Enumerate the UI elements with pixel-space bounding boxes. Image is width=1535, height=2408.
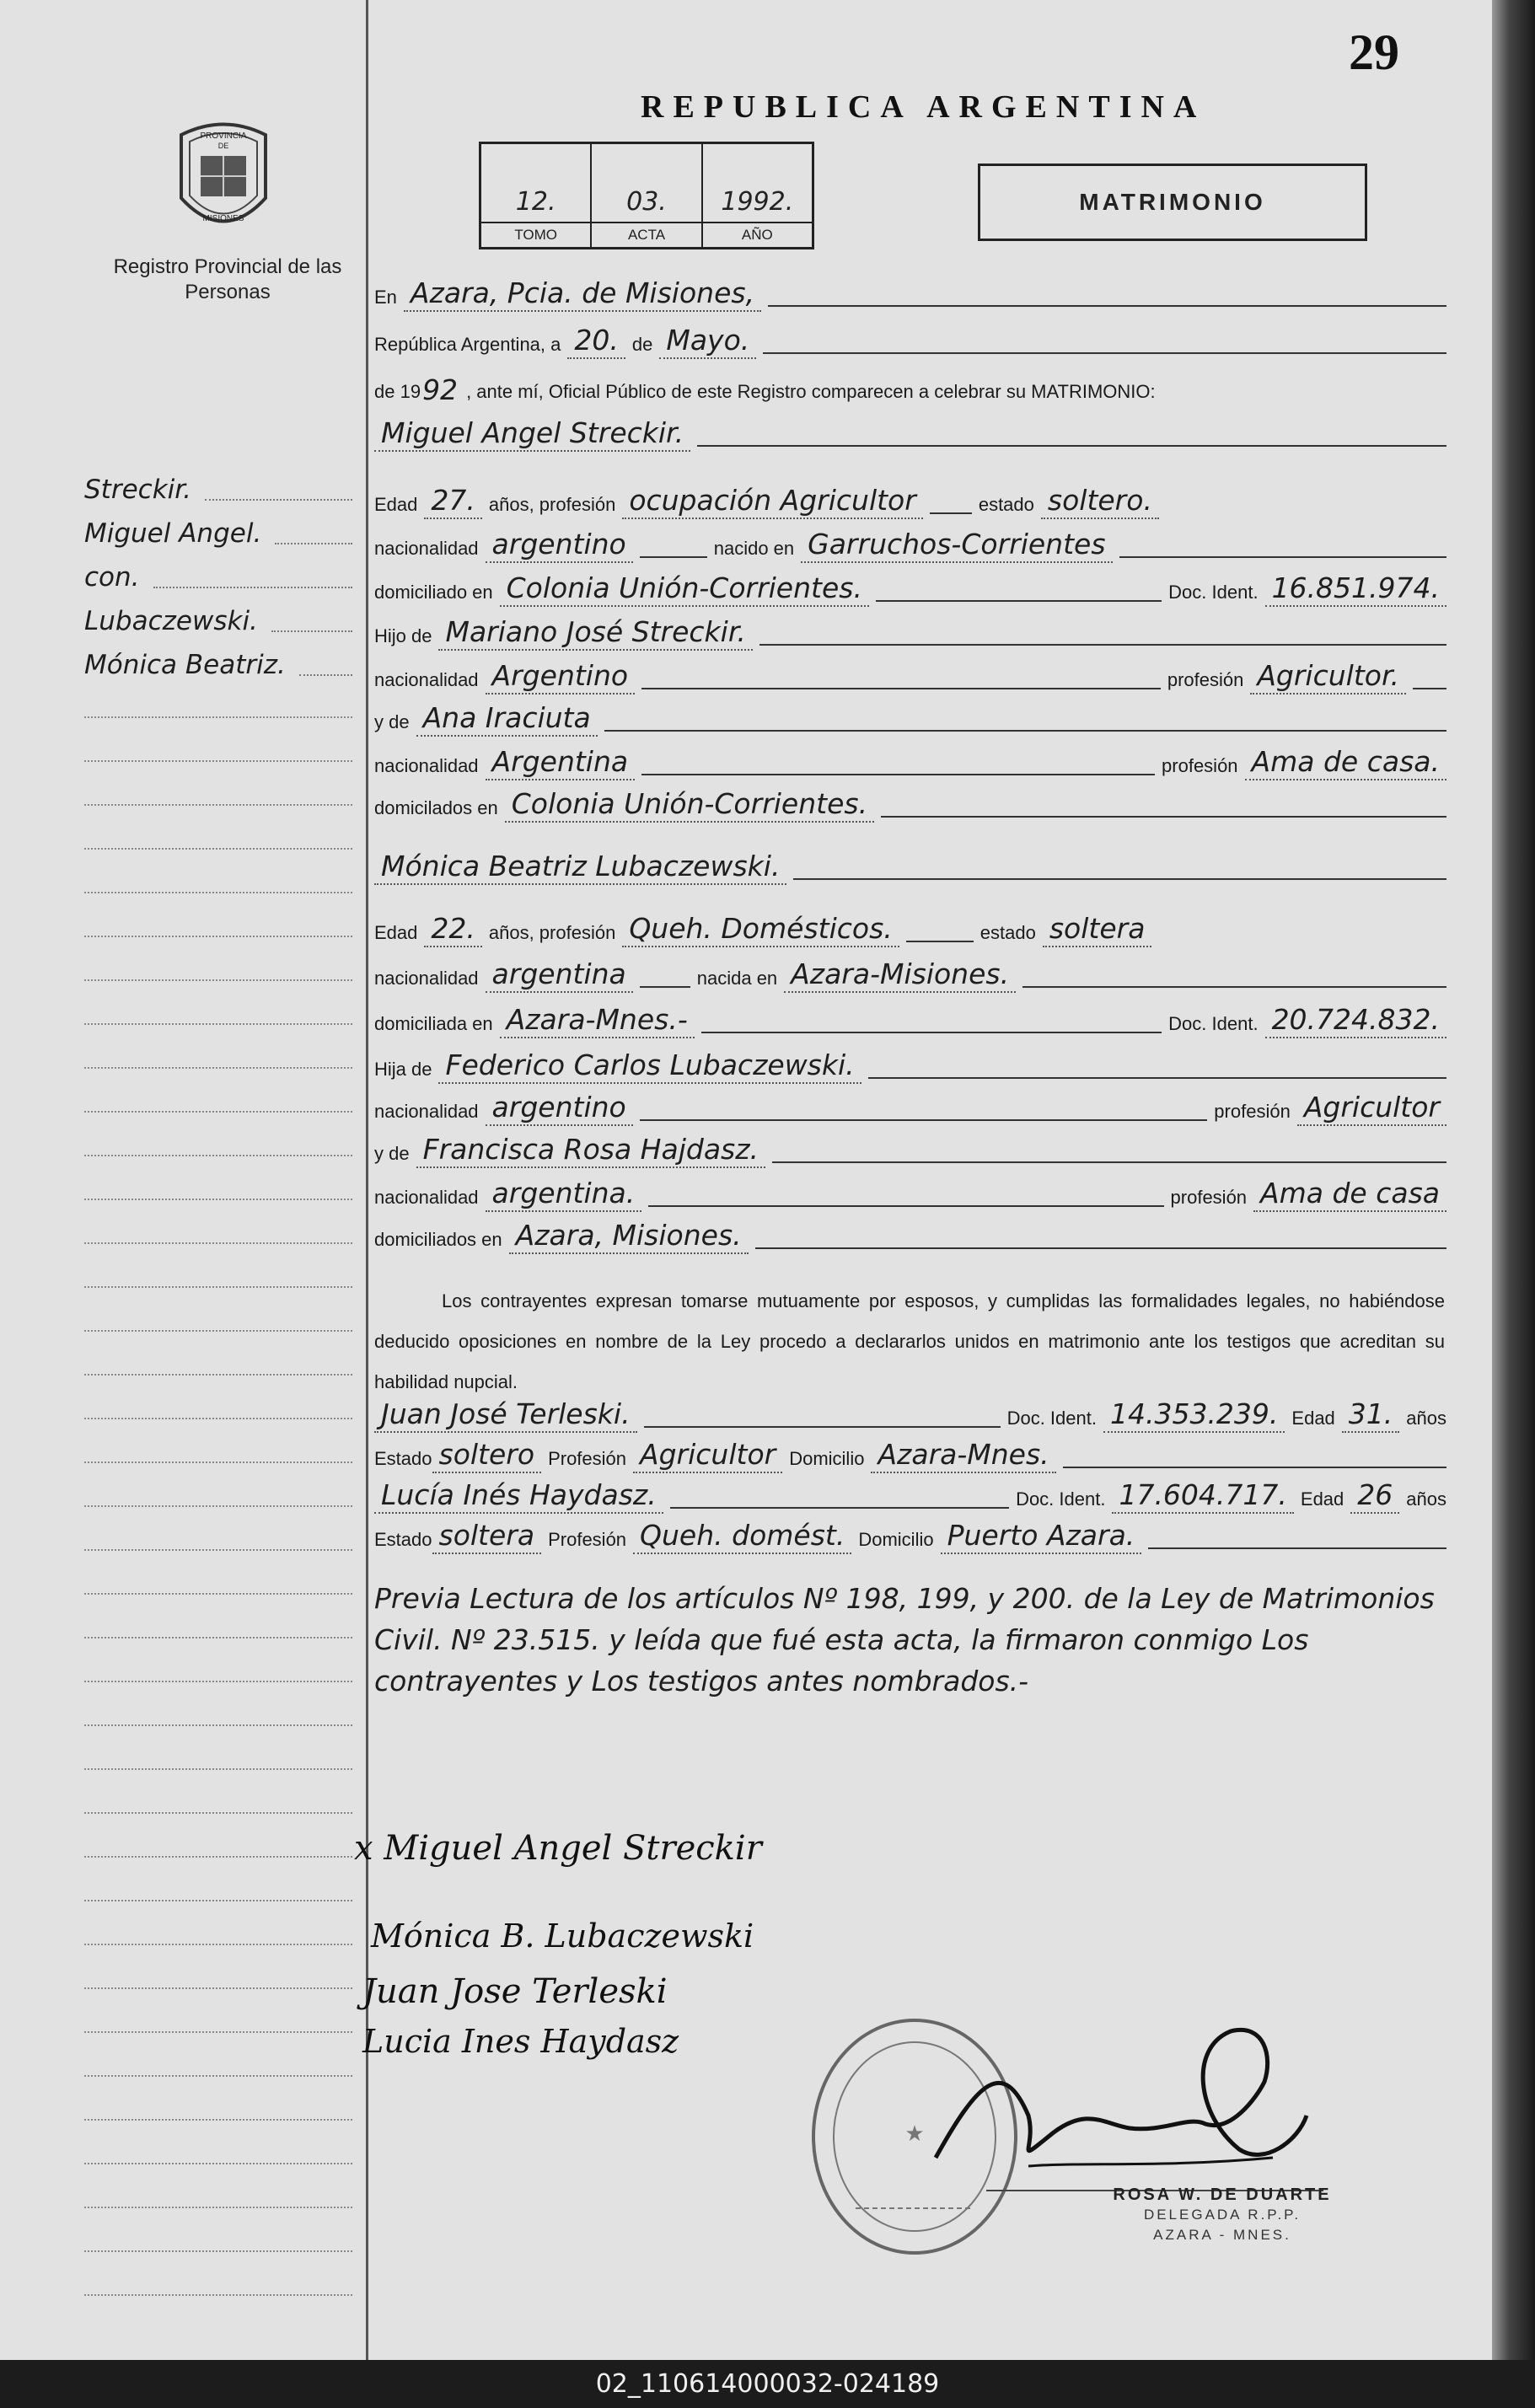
fill-line — [868, 1077, 1446, 1079]
fill-line — [876, 600, 1162, 602]
bride-mother: Francisca Rosa Hajdasz. — [416, 1133, 765, 1168]
margin-empty-line — [84, 804, 352, 806]
witness2-name: Lucía Inés Haydasz. — [374, 1478, 663, 1514]
intro-line — [374, 373, 1453, 406]
groom-father-line — [374, 615, 1453, 651]
page-number: 29 — [1349, 24, 1399, 80]
witness2-edad: 26 — [1350, 1478, 1399, 1514]
official-title: DELEGADA R.P.P. — [1143, 2207, 1302, 2223]
margin-empty-line — [84, 1900, 352, 1901]
groom-domicilio: Colonia Unión-Corrientes. — [500, 571, 869, 607]
margin-empty-line — [84, 1812, 352, 1814]
groom-name: Miguel Angel Streckir. — [374, 416, 690, 452]
witness2-domicilio: Puerto Azara. — [941, 1519, 1142, 1554]
groom-mother-details-line — [374, 745, 1453, 780]
bride-signature: Mónica B. Lubaczewski — [371, 1917, 754, 1955]
fill-line — [906, 941, 974, 942]
bride-madre-label: y de — [374, 1143, 410, 1164]
declaration-paragraph: Los contrayentes expresan tomarse mutuamente por esposos, y cumplidas las formalidades legales, no habiéndose deducido oposiciones en nombre de la Ley procedo a declararlos unidos en matrimonio ante los testigos que acreditan su habilidad nupcial. — [374, 1290, 1445, 1392]
country-prefix: República Argentina, a — [374, 334, 561, 355]
bride-father-nac-label: nacionalidad — [374, 1101, 479, 1122]
bride-name-line — [374, 850, 1453, 885]
month-prefix: de — [631, 334, 653, 355]
groom-nacionalidad: argentino — [486, 528, 633, 563]
bride-parents-dom-label: domiciliados en — [374, 1229, 502, 1250]
official-place: AZARA - MNES. — [1153, 2227, 1291, 2243]
tomo-acta-ano-box — [479, 142, 814, 249]
fill-line — [1413, 688, 1446, 689]
fill-line — [1119, 556, 1446, 558]
witness1-estado-label: Estado — [374, 1448, 432, 1469]
groom-madre-label: y de — [374, 711, 410, 732]
fill-line — [640, 1119, 1208, 1121]
bride-mother-details-line — [374, 1177, 1453, 1212]
fill-line — [772, 1161, 1446, 1163]
groom-father-nac-label: nacionalidad — [374, 669, 479, 690]
witness2-doc-label: Doc. Ident. — [1016, 1488, 1106, 1510]
margin-empty-line — [84, 1374, 352, 1376]
margin-note: Miguel Angel. — [84, 518, 262, 549]
groom-nacido-label: nacido en — [713, 538, 795, 559]
fill-line — [793, 878, 1446, 880]
fill-line — [881, 816, 1446, 818]
margin-empty-line — [84, 936, 352, 937]
groom-doc-label: Doc. Ident. — [1168, 582, 1259, 603]
witness1-signature: Juan Jose Terleski — [362, 1972, 668, 2011]
closing-note: Previa Lectura de los artículos Nº 198, 199, y 200. de la Ley de Matrimonios Civil. Nº 23.515. y leída que fué esta acta, la firmaron conmigo Los contrayentes y Los testigos antes nombrados.- — [374, 1582, 1435, 1697]
witness2-profesion-label: Profesión — [548, 1529, 627, 1550]
fill-line — [604, 730, 1446, 732]
bride-nacida-label: nacida en — [696, 968, 778, 989]
fill-line — [755, 1247, 1446, 1249]
margin-empty-line — [84, 1418, 352, 1419]
month-value: Mayo. — [659, 324, 756, 359]
groom-hijo-label: Hijo de — [374, 625, 432, 646]
margin-empty-line — [84, 848, 352, 850]
margin-note: con. — [84, 562, 140, 593]
groom-estado: soltero. — [1041, 484, 1159, 519]
bride-edad: 22. — [424, 912, 481, 947]
fill-line — [1148, 1547, 1446, 1549]
groom-edad-label: Edad — [374, 494, 418, 515]
margin-empty-line — [84, 1987, 352, 1989]
margin-empty-line — [84, 2031, 352, 2033]
bride-mother-line — [374, 1133, 1453, 1168]
fill-line — [1063, 1467, 1446, 1468]
groom-father-nac: Argentino — [486, 659, 636, 695]
bride-age-line — [374, 912, 1453, 947]
witness2-edad-label: Edad — [1300, 1488, 1344, 1510]
bride-father-prof-label: profesión — [1214, 1101, 1291, 1122]
province-seal-icon — [169, 118, 278, 240]
page-binding-edge — [1492, 0, 1535, 2408]
margin-dots — [153, 587, 352, 588]
groom-mother: Ana Iraciuta — [416, 701, 598, 737]
witness2-profesion: Queh. domést. — [633, 1519, 851, 1554]
bride-hija-label: Hija de — [374, 1059, 432, 1080]
groom-estado-label: estado — [978, 494, 1034, 515]
margin-empty-line — [84, 1681, 352, 1682]
bride-edad-label: Edad — [374, 922, 418, 943]
fill-line — [641, 774, 1155, 775]
fill-line — [641, 688, 1161, 689]
intro-text: , ante mí, Oficial Público de este Registro comparecen a celebrar su MATRIMONIO: — [466, 381, 1156, 402]
groom-profesion: ocupación Agricultor — [622, 484, 923, 519]
fill-line — [768, 305, 1446, 307]
margin-empty-line — [84, 892, 352, 893]
margin-dots — [299, 674, 352, 676]
witness1-doc: 14.353.239. — [1103, 1397, 1285, 1433]
witness2-doc: 17.604.717. — [1112, 1478, 1293, 1514]
groom-nationality-line — [374, 528, 1453, 563]
margin-empty-line — [84, 1724, 352, 1726]
fill-line — [763, 352, 1446, 354]
witness1-line — [374, 1397, 1453, 1433]
bride-parents-domicile-line — [374, 1219, 1453, 1254]
margin-empty-line — [84, 1944, 352, 1945]
bride-father-details-line — [374, 1091, 1453, 1126]
groom-age-line — [374, 484, 1453, 519]
fill-line — [1022, 986, 1446, 988]
bride-domicilio: Azara-Mnes.- — [500, 1003, 695, 1038]
place-line — [374, 276, 1453, 312]
bride-mother-prof: Ama de casa — [1253, 1177, 1446, 1212]
groom-father: Mariano José Streckir. — [438, 615, 752, 651]
groom-edad: 27. — [424, 484, 481, 519]
tomo-cell — [481, 144, 592, 247]
bride-name: Mónica Beatriz Lubaczewski. — [374, 850, 786, 885]
fill-line — [670, 1507, 1009, 1509]
margin-empty-line — [84, 716, 352, 718]
groom-doc: 16.851.974. — [1265, 571, 1446, 607]
bride-estado-label: estado — [980, 922, 1036, 943]
year-value: 92 — [422, 373, 459, 406]
margin-empty-line — [84, 979, 352, 981]
groom-domicile-line — [374, 571, 1453, 607]
margin-empty-line — [84, 1549, 352, 1551]
groom-mother-nac-label: nacionalidad — [374, 755, 479, 776]
place-value: Azara, Pcia. de Misiones, — [404, 276, 761, 312]
ano-label: AÑO — [703, 222, 812, 247]
bride-domicilio-label: domiciliada en — [374, 1013, 493, 1034]
bride-domicile-line — [374, 1003, 1453, 1038]
margin-empty-line — [84, 1155, 352, 1156]
witness1-edad-label: Edad — [1291, 1408, 1335, 1429]
seal-text-middle: DE — [217, 142, 229, 150]
witness2-anos-label: años — [1406, 1488, 1446, 1510]
bride-doc-label: Doc. Ident. — [1168, 1013, 1259, 1034]
bride-nacionalidad: argentina — [486, 957, 633, 993]
margin-empty-line — [84, 1199, 352, 1200]
groom-parents-dom-label: domicilados en — [374, 797, 498, 818]
official-name: ROSA W. DE DUARTE — [1113, 2185, 1332, 2204]
bride-profesion: Queh. Domésticos. — [622, 912, 899, 947]
groom-parents-domicile-line — [374, 787, 1453, 823]
filename-bar: 02_110614000032-024189 — [0, 2360, 1535, 2408]
witness2-details-line — [374, 1519, 1453, 1554]
margin-note: Streckir. — [84, 475, 192, 505]
seal-text-top: PROVINCIA — [200, 131, 247, 141]
place-prefix: En — [374, 287, 397, 308]
groom-father-prof-label: profesión — [1167, 669, 1244, 690]
registry-name: Registro Provincial de las Personas — [113, 255, 342, 303]
official-stamp-text — [1079, 2185, 1366, 2245]
margin-note-row — [84, 647, 352, 681]
groom-domicilio-label: domiciliado en — [374, 582, 493, 603]
groom-nacido: Garruchos-Corrientes — [801, 528, 1112, 563]
groom-mother-line — [374, 701, 1453, 737]
margin-dots — [205, 499, 352, 501]
witness1-profesion-label: Profesión — [548, 1448, 627, 1469]
margin-empty-line — [84, 760, 352, 762]
groom-name-line — [374, 416, 1453, 452]
fill-line — [644, 1426, 1001, 1428]
bride-mother-nac-label: nacionalidad — [374, 1187, 479, 1208]
margin-note: Lubaczewski. — [84, 606, 258, 636]
country-title: REPUBLICA ARGENTINA — [641, 89, 1206, 125]
margin-note-row — [84, 560, 352, 593]
margin-empty-line — [84, 1023, 352, 1025]
ano-value: 1992. — [721, 187, 794, 217]
acta-label: ACTA — [592, 222, 700, 247]
margin-dots — [275, 543, 352, 544]
witness1-name: Juan José Terleski. — [374, 1397, 637, 1433]
margin-empty-line — [84, 2250, 352, 2252]
margin-empty-line — [84, 1067, 352, 1069]
margin-dots — [271, 630, 352, 632]
tomo-label: TOMO — [481, 222, 590, 247]
groom-mother-prof-label: profesión — [1162, 755, 1238, 776]
acta-value: 03. — [626, 187, 667, 217]
groom-parents-dom: Colonia Unión-Corrientes. — [505, 787, 874, 823]
margin-empty-line — [84, 1768, 352, 1770]
witness2-estado-label: Estado — [374, 1529, 432, 1550]
svg-text:★: ★ — [904, 2121, 925, 2147]
margin-empty-line — [84, 1330, 352, 1332]
seal-text-bottom: MISIONES — [202, 214, 244, 223]
bride-mother-prof-label: profesión — [1170, 1187, 1248, 1208]
bride-parents-dom: Azara, Misiones. — [509, 1219, 749, 1254]
witness2-signature: Lucia Ines Haydasz — [362, 2023, 679, 2060]
margin-note: Mónica Beatriz. — [84, 650, 286, 680]
margin-note-row — [84, 516, 352, 550]
witness1-domicilio-label: Domicilio — [789, 1448, 865, 1469]
groom-mother-prof: Ama de casa. — [1245, 745, 1446, 780]
bride-nationality-line — [374, 957, 1453, 993]
margin-empty-line — [84, 1242, 352, 1244]
fill-line — [701, 1032, 1162, 1033]
margin-empty-line — [84, 2163, 352, 2164]
margin-empty-line — [84, 1593, 352, 1595]
bride-father: Federico Carlos Lubaczewski. — [438, 1048, 861, 1084]
margin-empty-line — [84, 2075, 352, 2077]
year-prefix: de 19 — [374, 381, 421, 402]
margin-note-row — [84, 472, 352, 506]
witness1-anos-label: años — [1406, 1408, 1446, 1429]
groom-father-details-line — [374, 659, 1453, 695]
bride-mother-nac: argentina. — [486, 1177, 642, 1212]
bride-nacionalidad-label: nacionalidad — [374, 968, 479, 989]
margin-empty-line — [84, 1461, 352, 1463]
bride-nacida: Azara-Misiones. — [784, 957, 1016, 993]
margin-note-row — [84, 603, 352, 637]
record-type-box: MATRIMONIO — [978, 164, 1367, 241]
witness1-estado: soltero — [432, 1438, 542, 1473]
witness2-estado: soltera — [432, 1519, 542, 1554]
margin-empty-line — [84, 1111, 352, 1113]
fill-line — [930, 512, 972, 514]
acta-cell — [592, 144, 702, 247]
fill-line — [640, 556, 707, 558]
bride-doc: 20.724.832. — [1265, 1003, 1446, 1038]
margin-empty-line — [84, 2119, 352, 2121]
margin-empty-line — [84, 2207, 352, 2208]
fill-line — [648, 1205, 1163, 1207]
groom-mother-nac: Argentina — [486, 745, 636, 780]
bride-father-prof: Agricultor — [1297, 1091, 1446, 1126]
groom-profesion-label: años, profesión — [488, 494, 616, 515]
margin-empty-line — [84, 1286, 352, 1288]
fill-line — [759, 644, 1446, 646]
ano-cell — [703, 144, 812, 247]
witness1-profesion: Agricultor — [633, 1438, 782, 1473]
witness1-edad: 31. — [1342, 1397, 1399, 1433]
margin-empty-line — [84, 2294, 352, 2296]
bride-father-nac: argentino — [486, 1091, 633, 1126]
groom-father-prof: Agricultor. — [1250, 659, 1406, 695]
margin-empty-line — [84, 1637, 352, 1638]
tomo-value: 12. — [515, 187, 556, 217]
groom-signature: x Miguel Angel Streckir — [354, 1829, 762, 1868]
groom-nacionalidad-label: nacionalidad — [374, 538, 479, 559]
witness1-domicilio: Azara-Mnes. — [871, 1438, 1055, 1473]
bride-father-line — [374, 1048, 1453, 1084]
day-value: 20. — [567, 324, 625, 359]
bride-profesion-label: años, profesión — [488, 922, 616, 943]
fill-line — [697, 445, 1446, 447]
witness2-line — [374, 1478, 1453, 1514]
margin-empty-line — [84, 1505, 352, 1507]
bride-estado: soltera — [1043, 912, 1152, 947]
date-line — [374, 324, 1453, 359]
margin-empty-line — [84, 1856, 352, 1858]
witness1-doc-label: Doc. Ident. — [1006, 1408, 1097, 1429]
witness1-details-line — [374, 1438, 1453, 1473]
fill-line — [640, 986, 690, 988]
witness2-domicilio-label: Domicilio — [858, 1529, 934, 1550]
